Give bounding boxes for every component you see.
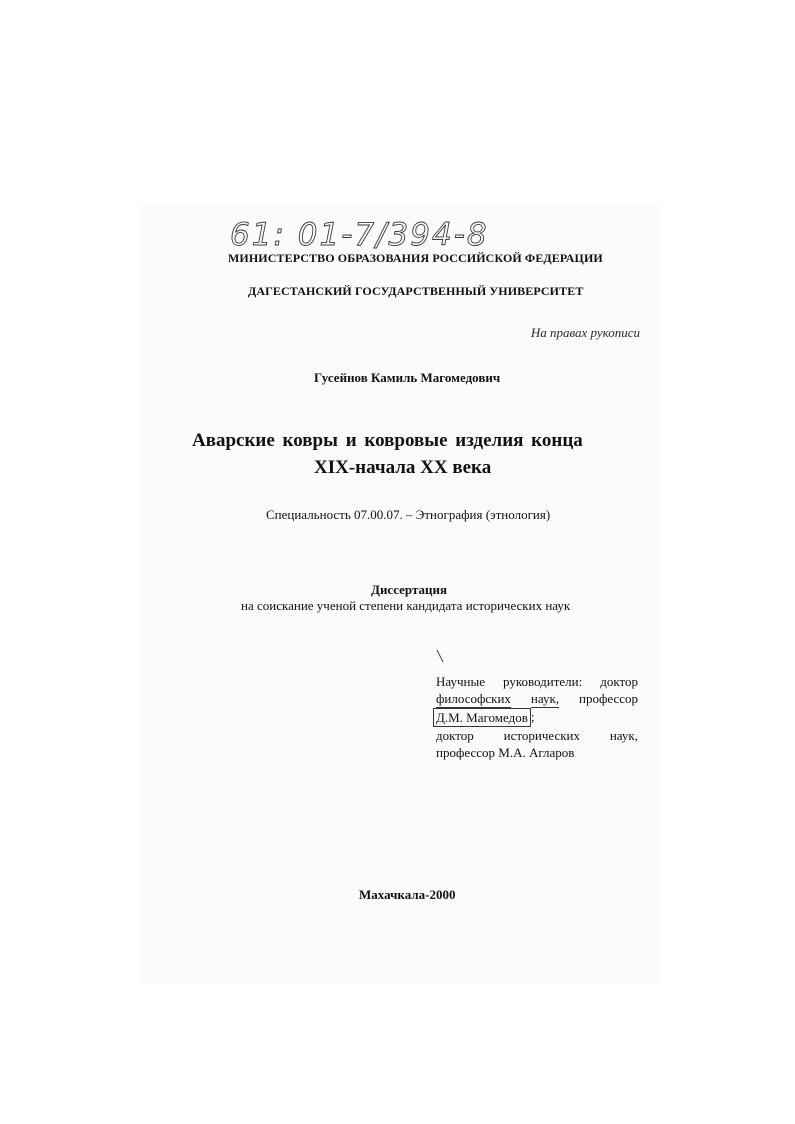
- supervisors-row-3: [436, 708, 638, 727]
- manuscript-rights-note: На правах рукописи: [530, 325, 640, 340]
- stamp-text: 61: 01-7/394-8: [230, 217, 489, 253]
- specialty-line: Специальность 07.00.07. – Этнография (этнология): [266, 507, 551, 522]
- city-year: Махачкала-2000: [359, 887, 456, 902]
- supervisors-word: доктор: [436, 728, 474, 743]
- dissertation-description: на соискание ученой степени кандидата исторических наук: [241, 598, 571, 613]
- dissertation-label: Диссертация: [371, 582, 448, 597]
- supervisors-row-4: [436, 727, 638, 744]
- supervisors-word: наук,: [609, 728, 638, 743]
- ministry-heading: МИНИСТЕРСТВО ОБРАЗОВАНИЯ РОССИЙСКОЙ ФЕДЕРАЦИИ: [228, 251, 603, 265]
- supervisors-word: профессор М.А. Агларов: [436, 745, 575, 760]
- supervisors-row-2: [436, 690, 638, 708]
- supervisors-punct: ;: [530, 709, 535, 724]
- supervisors-word: доктор: [600, 674, 638, 689]
- supervisors-word: руководители:: [502, 674, 583, 689]
- author-name: Гусейнов Камиль Магомедович: [314, 370, 501, 385]
- supervisors-word: философских: [436, 691, 511, 706]
- supervisors-block: [436, 673, 638, 761]
- supervisors-word: Научные: [436, 674, 485, 689]
- handwritten-catalog-number: [228, 214, 498, 254]
- university-heading: ДАГЕСТАНСКИЙ ГОСУДАРСТВЕННЫЙ УНИВЕРСИТЕТ: [248, 284, 584, 298]
- supervisor-name-boxed: Д.М. Магомедов: [433, 708, 531, 727]
- supervisors-word: исторических: [503, 728, 580, 743]
- thesis-title-line-1: Аварские ковры и ковровые изделия конца: [192, 430, 583, 451]
- supervisors-word: наук,: [530, 691, 560, 706]
- thesis-title-line-2: XIX-начала XX века: [314, 457, 492, 478]
- supervisors-row-1: [436, 673, 638, 690]
- supervisors-word: профессор: [578, 691, 638, 706]
- pen-mark: [436, 649, 444, 663]
- supervisors-row-5: [436, 744, 638, 761]
